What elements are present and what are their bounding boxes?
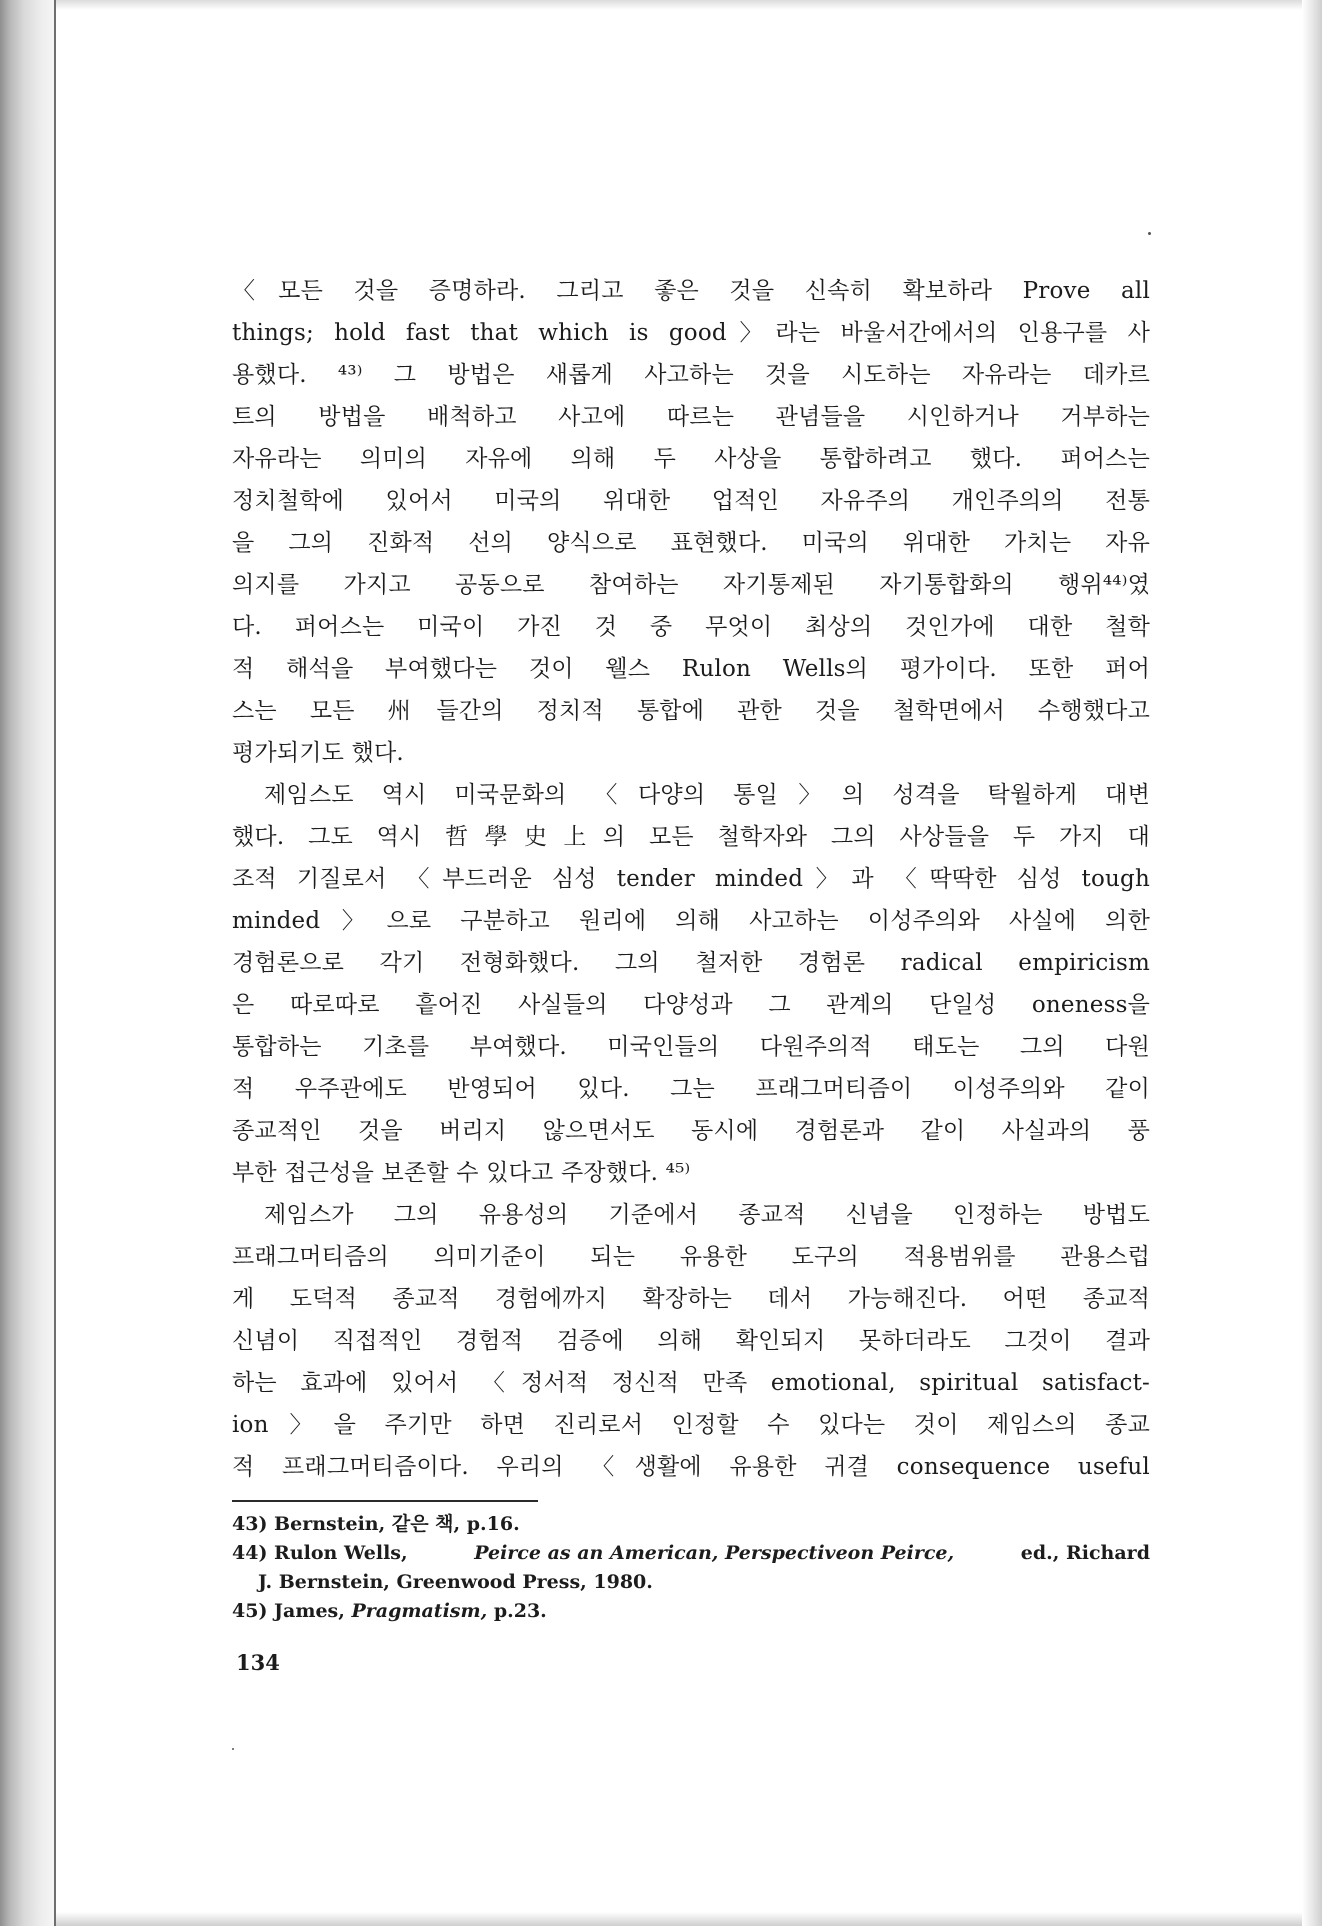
text-line: 통합하는 기초를 부여했다. 미국인들의 다원주의적 태도는 그의 다원 xyxy=(232,1034,1150,1060)
page-right-edge xyxy=(1302,0,1322,1926)
footnote-divider xyxy=(232,1500,538,1502)
text-line: 종교적인 것을 버리지 않으면서도 동시에 경험론과 같이 사실과의 풍 xyxy=(232,1118,1150,1144)
text-line: 제임스도 역시 미국문화의 〈다양의 통일〉의 성격을 탁월하게 대변 xyxy=(264,782,1150,808)
text-line: 하는 효과에 있어서 〈정서적 정신적 만족 emotional, spiritual satisfact- xyxy=(232,1370,1150,1396)
text-line: 적 프래그머티즘이다. 우리의 〈생활에 유용한 귀결 consequence useful xyxy=(232,1454,1150,1480)
page-top-edge xyxy=(56,0,1302,10)
text-line: 신념이 직접적인 경험적 검증에 의해 확인되지 못하더라도 그것이 결과 xyxy=(232,1328,1150,1354)
footnote-45 xyxy=(232,1597,1150,1626)
text-line: 부한 접근성을 보존할 수 있다고 주장했다. ⁴⁵⁾ xyxy=(232,1160,691,1186)
text-line: 은 따로따로 흩어진 사실들의 다양성과 그 관계의 단일성 oneness을 xyxy=(232,992,1150,1018)
text-line: 경험론으로 각기 전형화했다. 그의 철저한 경험론 radical empiricism xyxy=(232,950,1150,976)
text-line: 했다. 그도 역시 哲學史上의 모든 철학자와 그의 사상들을 두 가지 대 xyxy=(232,824,1150,850)
footnote-44-editor: ed., Richard xyxy=(1020,1542,1150,1564)
footnote-45-author: 45) James, xyxy=(232,1600,345,1622)
speck-mark xyxy=(232,1748,234,1750)
book-spine-edge xyxy=(0,0,56,1926)
footnote-44-continued: J. Bernstein, Greenwood Press, 1980. xyxy=(258,1571,653,1593)
footnote-44-title: Peirce as an American, Perspectiveon Peirce, xyxy=(474,1542,955,1564)
text-line: 다. 퍼어스는 미국이 가진 것 중 무엇이 최상의 것인가에 대한 철학 xyxy=(232,614,1150,640)
text-line: 용했다. ⁴³⁾ 그 방법은 새롭게 사고하는 것을 시도하는 자유라는 데카르 xyxy=(232,362,1150,388)
footnote-43: 43) Bernstein, 같은 책, p.16. xyxy=(232,1513,520,1535)
text-line: 자유라는 의미의 자유에 의해 두 사상을 통합하려고 했다. 퍼어스는 xyxy=(232,446,1150,472)
footnote-45-title: Pragmatism, xyxy=(351,1600,488,1622)
body-text xyxy=(232,270,1150,1488)
text-line: 적 해석을 부여했다는 것이 웰스 Rulon Wells의 평가이다. 또한 퍼어 xyxy=(232,656,1150,682)
text-line: ion〉을 주기만 하면 진리로서 인정할 수 있다는 것이 제임스의 종교 xyxy=(232,1412,1150,1438)
text-line: 평가되기도 했다. xyxy=(232,740,404,766)
text-line: minded〉으로 구분하고 원리에 의해 사고하는 이성주의와 사실에 의한 xyxy=(232,908,1150,934)
page-bottom-edge xyxy=(56,1912,1302,1926)
text-line: 조적 기질로서 〈부드러운 심성 tender minded〉과 〈딱딱한 심성 tough xyxy=(232,866,1150,892)
footnote-45-page: p.23. xyxy=(493,1600,547,1622)
text-line: 의지를 가지고 공동으로 참여하는 자기통제된 자기통합화의 행위⁴⁴⁾였 xyxy=(232,572,1150,598)
text-line: 트의 방법을 배척하고 사고에 따르는 관념들을 시인하거나 거부하는 xyxy=(232,404,1150,430)
speck-mark xyxy=(1148,232,1151,235)
text-line: 정치철학에 있어서 미국의 위대한 업적인 자유주의 개인주의의 전통 xyxy=(232,488,1150,514)
footnote-44-author: 44) Rulon Wells, xyxy=(232,1542,408,1564)
text-line: 스는 모든 州들간의 정치적 통합에 관한 것을 철학면에서 수행했다고 xyxy=(232,698,1150,724)
footnotes xyxy=(232,1510,1150,1626)
text-line: 〈모든 것을 증명하라. 그리고 좋은 것을 신속히 확보하라 Prove all xyxy=(232,278,1150,304)
text-line: 제임스가 그의 유용성의 기준에서 종교적 신념을 인정하는 방법도 xyxy=(264,1202,1150,1228)
page-number: 134 xyxy=(236,1650,280,1675)
text-line: 게 도덕적 종교적 경험에까지 확장하는 데서 가능해진다. 어떤 종교적 xyxy=(232,1286,1150,1312)
text-line: 적 우주관에도 반영되어 있다. 그는 프래그머티즘이 이성주의와 같이 xyxy=(232,1076,1150,1102)
text-line: 프래그머티즘의 의미기준이 되는 유용한 도구의 적용범위를 관용스럽 xyxy=(232,1244,1150,1270)
footnote-44 xyxy=(232,1539,1150,1568)
text-line: 을 그의 진화적 선의 양식으로 표현했다. 미국의 위대한 가치는 자유 xyxy=(232,530,1150,556)
text-line: things; hold fast that which is good〉라는 바울서간에서의 인용구를 사 xyxy=(232,320,1150,346)
